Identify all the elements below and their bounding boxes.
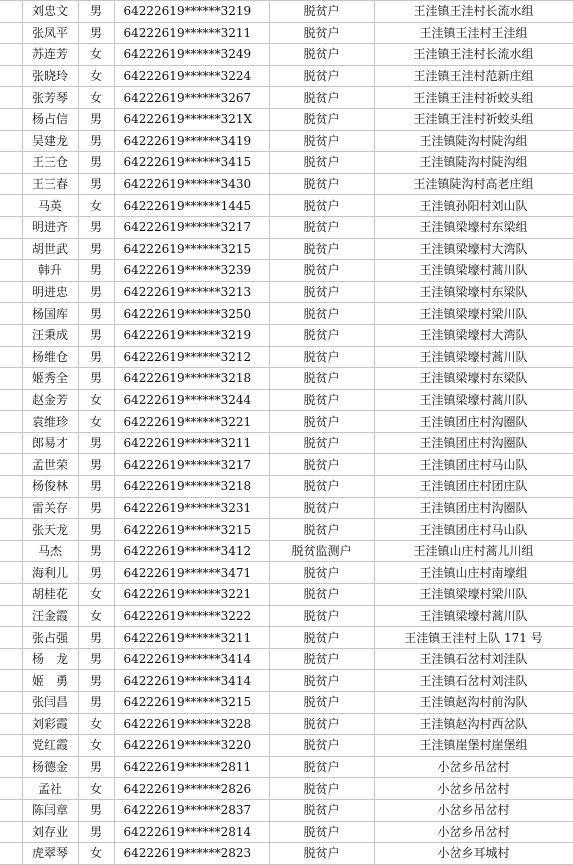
gender-cell: 男 (78, 692, 114, 714)
table-row (0, 44, 573, 66)
status-cell: 脱贫户 (269, 432, 374, 454)
status-cell: 脱贫户 (269, 519, 374, 541)
name-cell: 马英 (22, 195, 78, 217)
gender-cell: 女 (78, 195, 114, 217)
name-cell: 马杰 (22, 540, 78, 562)
id-number-cell: 64222619******2811 (114, 756, 269, 778)
id-number-cell: 64222619******2823 (114, 843, 269, 865)
name-cell: 刘彩霞 (22, 713, 78, 735)
table-row (0, 735, 573, 757)
gender-cell: 女 (78, 713, 114, 735)
gender-cell: 男 (78, 627, 114, 649)
name-cell: 杨维仓 (22, 346, 78, 368)
row-margin-cell (0, 497, 22, 519)
address-cell: 小岔乡耳城村 (374, 843, 573, 865)
id-number-cell: 64222619******3211 (114, 627, 269, 649)
status-cell: 脱贫户 (269, 497, 374, 519)
id-number-cell: 64222619******3414 (114, 648, 269, 670)
gender-cell: 女 (78, 87, 114, 109)
row-margin-cell (0, 216, 22, 238)
address-cell: 王洼镇崖堡村崖堡组 (374, 735, 573, 757)
id-number-cell: 64222619******3220 (114, 735, 269, 757)
name-cell: 杨德金 (22, 756, 78, 778)
name-cell: 汪秉成 (22, 324, 78, 346)
id-number-cell: 64222619******3414 (114, 670, 269, 692)
status-cell: 脱贫户 (269, 260, 374, 282)
address-cell: 王洼镇团庄村沟圈队 (374, 497, 573, 519)
gender-cell: 女 (78, 584, 114, 606)
gender-cell: 男 (78, 454, 114, 476)
gender-cell: 女 (78, 411, 114, 433)
address-cell: 王洼镇石岔村刘洼队 (374, 648, 573, 670)
address-cell: 王洼镇赵沟村西岔队 (374, 713, 573, 735)
status-cell: 脱贫户 (269, 670, 374, 692)
status-cell: 脱贫户 (269, 368, 374, 390)
address-cell: 王洼镇团庄村马山队 (374, 519, 573, 541)
status-cell: 脱贫户 (269, 195, 374, 217)
row-margin-cell (0, 670, 22, 692)
row-margin-cell (0, 432, 22, 454)
status-cell: 脱贫户 (269, 130, 374, 152)
gender-cell: 女 (78, 605, 114, 627)
table-row (0, 346, 573, 368)
id-number-cell: 64222619******3217 (114, 454, 269, 476)
table-row (0, 87, 573, 109)
address-cell: 王洼镇梁壕村蒿川队 (374, 389, 573, 411)
status-cell: 脱贫户 (269, 627, 374, 649)
name-cell: 胡桂花 (22, 584, 78, 606)
table-row (0, 1, 573, 23)
address-cell: 王洼镇团庄村马山队 (374, 454, 573, 476)
gender-cell: 女 (78, 735, 114, 757)
row-margin-cell (0, 713, 22, 735)
table-row (0, 303, 573, 325)
address-cell: 王洼镇王洼村上队 171 号 (374, 627, 573, 649)
name-cell: 党红霞 (22, 735, 78, 757)
row-margin-cell (0, 195, 22, 217)
status-cell: 脱贫户 (269, 756, 374, 778)
status-cell: 脱贫户 (269, 281, 374, 303)
id-number-cell: 64222619******3222 (114, 605, 269, 627)
address-cell: 王洼镇山庄村南壕组 (374, 562, 573, 584)
gender-cell: 男 (78, 108, 114, 130)
gender-cell: 男 (78, 670, 114, 692)
id-number-cell: 64222619******3419 (114, 130, 269, 152)
gender-cell: 男 (78, 173, 114, 195)
address-cell: 王洼镇梁壕村东梁队 (374, 281, 573, 303)
status-cell: 脱贫户 (269, 22, 374, 44)
table-row (0, 670, 573, 692)
row-margin-cell (0, 476, 22, 498)
status-cell: 脱贫户 (269, 562, 374, 584)
table-row (0, 130, 573, 152)
table-row (0, 519, 573, 541)
row-margin-cell (0, 281, 22, 303)
table-row (0, 368, 573, 390)
address-cell: 王洼镇梁壕村蒿川队 (374, 260, 573, 282)
name-cell: 苏连芳 (22, 44, 78, 66)
table-row (0, 843, 573, 865)
row-margin-cell (0, 173, 22, 195)
row-margin-cell (0, 324, 22, 346)
gender-cell: 男 (78, 799, 114, 821)
row-margin-cell (0, 44, 22, 66)
id-number-cell: 64222619******3221 (114, 411, 269, 433)
status-cell: 脱贫户 (269, 87, 374, 109)
address-cell: 王洼镇陡沟村陡沟组 (374, 152, 573, 174)
name-cell: 雷关存 (22, 497, 78, 519)
name-cell: 袁维珍 (22, 411, 78, 433)
name-cell: 姬秀全 (22, 368, 78, 390)
id-number-cell: 64222619******3213 (114, 281, 269, 303)
id-number-cell: 64222619******3212 (114, 346, 269, 368)
row-margin-cell (0, 87, 22, 109)
name-cell: 姬 勇 (22, 670, 78, 692)
id-number-cell: 64222619******3267 (114, 87, 269, 109)
address-cell: 王洼镇梁壕村东梁组 (374, 216, 573, 238)
status-cell: 脱贫户 (269, 1, 374, 23)
gender-cell: 男 (78, 432, 114, 454)
address-cell: 王洼镇王洼村长流水组 (374, 44, 573, 66)
table-row (0, 260, 573, 282)
gender-cell: 男 (78, 497, 114, 519)
id-number-cell: 64222619******3219 (114, 1, 269, 23)
row-margin-cell (0, 368, 22, 390)
address-cell: 王洼镇孙阳村刘山队 (374, 195, 573, 217)
id-number-cell: 64222619******3471 (114, 562, 269, 584)
address-cell: 小岔乡吊岔村 (374, 756, 573, 778)
id-number-cell: 64222619******3217 (114, 216, 269, 238)
table-row (0, 152, 573, 174)
row-margin-cell (0, 454, 22, 476)
status-cell: 脱贫户 (269, 411, 374, 433)
status-cell: 脱贫监测户 (269, 540, 374, 562)
table-row (0, 799, 573, 821)
status-cell: 脱贫户 (269, 821, 374, 843)
table-row (0, 281, 573, 303)
table-row (0, 411, 573, 433)
table-row (0, 432, 573, 454)
gender-cell: 男 (78, 22, 114, 44)
id-number-cell: 64222619******3211 (114, 432, 269, 454)
address-cell: 王洼镇梁壕村东梁队 (374, 368, 573, 390)
id-number-cell: 64222619******3215 (114, 519, 269, 541)
name-cell: 虎翠琴 (22, 843, 78, 865)
status-cell: 脱贫户 (269, 584, 374, 606)
name-cell: 汪金霞 (22, 605, 78, 627)
address-cell: 王洼镇石岔村刘洼队 (374, 670, 573, 692)
table-row (0, 216, 573, 238)
name-cell: 杨占信 (22, 108, 78, 130)
table-row (0, 108, 573, 130)
table-row (0, 65, 573, 87)
address-cell: 王洼镇团庄村沟圈队 (374, 411, 573, 433)
row-margin-cell (0, 627, 22, 649)
table-row (0, 476, 573, 498)
name-cell: 张晓玲 (22, 65, 78, 87)
address-cell: 王洼镇王洼村王洼组 (374, 22, 573, 44)
id-number-cell: 64222619******3415 (114, 152, 269, 174)
address-cell: 王洼镇陡沟村高老庄组 (374, 173, 573, 195)
id-number-cell: 64222619******2826 (114, 778, 269, 800)
gender-cell: 女 (78, 843, 114, 865)
table-row (0, 584, 573, 606)
name-cell: 张占强 (22, 627, 78, 649)
id-number-cell: 64222619******3231 (114, 497, 269, 519)
table-row (0, 648, 573, 670)
row-margin-cell (0, 260, 22, 282)
gender-cell: 女 (78, 389, 114, 411)
table-row (0, 692, 573, 714)
table-row (0, 173, 573, 195)
row-margin-cell (0, 843, 22, 865)
status-cell: 脱贫户 (269, 65, 374, 87)
table-row (0, 713, 573, 735)
row-margin-cell (0, 130, 22, 152)
row-margin-cell (0, 1, 22, 23)
address-cell: 王洼镇团庄村沟圈队 (374, 432, 573, 454)
gender-cell: 男 (78, 130, 114, 152)
id-number-cell: 64222619******3215 (114, 692, 269, 714)
address-cell: 小岔乡吊岔村 (374, 778, 573, 800)
table-row (0, 238, 573, 260)
address-cell: 王洼镇梁壕村大湾队 (374, 238, 573, 260)
name-cell: 海利儿 (22, 562, 78, 584)
status-cell: 脱贫户 (269, 605, 374, 627)
gender-cell: 男 (78, 540, 114, 562)
address-cell: 王洼镇王洼村长流水组 (374, 1, 573, 23)
row-margin-cell (0, 778, 22, 800)
address-cell: 王洼镇山庄村蒿儿川组 (374, 540, 573, 562)
row-margin-cell (0, 605, 22, 627)
row-margin-cell (0, 756, 22, 778)
gender-cell: 男 (78, 346, 114, 368)
gender-cell: 男 (78, 281, 114, 303)
status-cell: 脱贫户 (269, 713, 374, 735)
status-cell: 脱贫户 (269, 173, 374, 195)
name-cell: 吴建龙 (22, 130, 78, 152)
gender-cell: 男 (78, 476, 114, 498)
address-cell: 王洼镇梁壕村大湾队 (374, 324, 573, 346)
address-cell: 王洼镇梁壕村蒿川队 (374, 605, 573, 627)
row-margin-cell (0, 389, 22, 411)
id-number-cell: 64222619******3218 (114, 476, 269, 498)
name-cell: 张凤平 (22, 22, 78, 44)
row-margin-cell (0, 519, 22, 541)
status-cell: 脱贫户 (269, 389, 374, 411)
address-cell: 小岔乡吊岔村 (374, 799, 573, 821)
gender-cell: 男 (78, 756, 114, 778)
id-number-cell: 64222619******3219 (114, 324, 269, 346)
row-margin-cell (0, 692, 22, 714)
row-margin-cell (0, 65, 22, 87)
id-number-cell: 64222619******3224 (114, 65, 269, 87)
row-margin-cell (0, 648, 22, 670)
name-cell: 杨国库 (22, 303, 78, 325)
name-cell: 明进忠 (22, 281, 78, 303)
status-cell: 脱贫户 (269, 324, 374, 346)
gender-cell: 男 (78, 238, 114, 260)
id-number-cell: 64222619******2837 (114, 799, 269, 821)
table-row (0, 497, 573, 519)
gender-cell: 女 (78, 65, 114, 87)
id-number-cell: 64222619******3239 (114, 260, 269, 282)
gender-cell: 男 (78, 152, 114, 174)
name-cell: 陈闫章 (22, 799, 78, 821)
gender-cell: 女 (78, 778, 114, 800)
status-cell: 脱贫户 (269, 108, 374, 130)
name-cell: 张闫昌 (22, 692, 78, 714)
status-cell: 脱贫户 (269, 778, 374, 800)
name-cell: 杨俊林 (22, 476, 78, 498)
row-margin-cell (0, 411, 22, 433)
gender-cell: 男 (78, 216, 114, 238)
row-margin-cell (0, 540, 22, 562)
name-cell: 刘忠文 (22, 1, 78, 23)
name-cell: 赵金芳 (22, 389, 78, 411)
id-number-cell: 64222619******3244 (114, 389, 269, 411)
address-cell: 王洼镇赵沟村前沟队 (374, 692, 573, 714)
status-cell: 脱贫户 (269, 735, 374, 757)
address-cell: 王洼镇梁壕村梁川队 (374, 303, 573, 325)
status-cell: 脱贫户 (269, 843, 374, 865)
id-number-cell: 64222619******1445 (114, 195, 269, 217)
gender-cell: 男 (78, 303, 114, 325)
name-cell: 孟社 (22, 778, 78, 800)
row-margin-cell (0, 303, 22, 325)
id-number-cell: 64222619******2814 (114, 821, 269, 843)
id-number-cell: 64222619******3211 (114, 22, 269, 44)
name-cell: 韩升 (22, 260, 78, 282)
row-margin-cell (0, 238, 22, 260)
id-number-cell: 64222619******3430 (114, 173, 269, 195)
name-cell: 胡世武 (22, 238, 78, 260)
id-number-cell: 64222619******3215 (114, 238, 269, 260)
id-number-cell: 64222619******321X (114, 108, 269, 130)
table-row (0, 389, 573, 411)
table-row (0, 195, 573, 217)
row-margin-cell (0, 22, 22, 44)
status-cell: 脱贫户 (269, 648, 374, 670)
address-cell: 王洼镇梁壕村蒿川队 (374, 346, 573, 368)
table-row (0, 778, 573, 800)
status-cell: 脱贫户 (269, 152, 374, 174)
table-row (0, 454, 573, 476)
id-number-cell: 64222619******3221 (114, 584, 269, 606)
table-body (0, 1, 573, 865)
row-margin-cell (0, 799, 22, 821)
id-number-cell: 64222619******3250 (114, 303, 269, 325)
name-cell: 王三春 (22, 173, 78, 195)
address-cell: 王洼镇王洼村祈蛟头组 (374, 87, 573, 109)
status-cell: 脱贫户 (269, 454, 374, 476)
address-cell: 小岔乡吊岔村 (374, 821, 573, 843)
table-row (0, 540, 573, 562)
table-row (0, 22, 573, 44)
name-cell: 王三仓 (22, 152, 78, 174)
name-cell: 孟世荣 (22, 454, 78, 476)
gender-cell: 男 (78, 519, 114, 541)
address-cell: 王洼镇王洼村范新庄组 (374, 65, 573, 87)
table-row (0, 324, 573, 346)
gender-cell: 男 (78, 1, 114, 23)
row-margin-cell (0, 584, 22, 606)
gender-cell: 男 (78, 648, 114, 670)
table-row (0, 627, 573, 649)
row-margin-cell (0, 735, 22, 757)
address-cell: 王洼镇梁壕村梁川队 (374, 584, 573, 606)
row-margin-cell (0, 346, 22, 368)
id-number-cell: 64222619******3218 (114, 368, 269, 390)
id-number-cell: 64222619******3412 (114, 540, 269, 562)
status-cell: 脱贫户 (269, 692, 374, 714)
table-row (0, 605, 573, 627)
status-cell: 脱贫户 (269, 346, 374, 368)
gender-cell: 男 (78, 562, 114, 584)
gender-cell: 男 (78, 821, 114, 843)
address-cell: 王洼镇陡沟村陡沟组 (374, 130, 573, 152)
address-cell: 王洼镇团庄村团庄队 (374, 476, 573, 498)
name-cell: 明进齐 (22, 216, 78, 238)
status-cell: 脱贫户 (269, 303, 374, 325)
name-cell: 郎易才 (22, 432, 78, 454)
gender-cell: 女 (78, 44, 114, 66)
row-margin-cell (0, 562, 22, 584)
row-margin-cell (0, 108, 22, 130)
gender-cell: 男 (78, 260, 114, 282)
id-number-cell: 64222619******3249 (114, 44, 269, 66)
table-row (0, 562, 573, 584)
name-cell: 刘存业 (22, 821, 78, 843)
name-cell: 张芳琴 (22, 87, 78, 109)
table-row (0, 756, 573, 778)
status-cell: 脱贫户 (269, 476, 374, 498)
status-cell: 脱贫户 (269, 216, 374, 238)
address-cell: 王洼镇王洼村祈蛟头组 (374, 108, 573, 130)
name-cell: 杨 龙 (22, 648, 78, 670)
id-number-cell: 64222619******3228 (114, 713, 269, 735)
status-cell: 脱贫户 (269, 238, 374, 260)
name-cell: 张天龙 (22, 519, 78, 541)
status-cell: 脱贫户 (269, 799, 374, 821)
status-cell: 脱贫户 (269, 44, 374, 66)
row-margin-cell (0, 152, 22, 174)
gender-cell: 男 (78, 368, 114, 390)
gender-cell: 男 (78, 324, 114, 346)
